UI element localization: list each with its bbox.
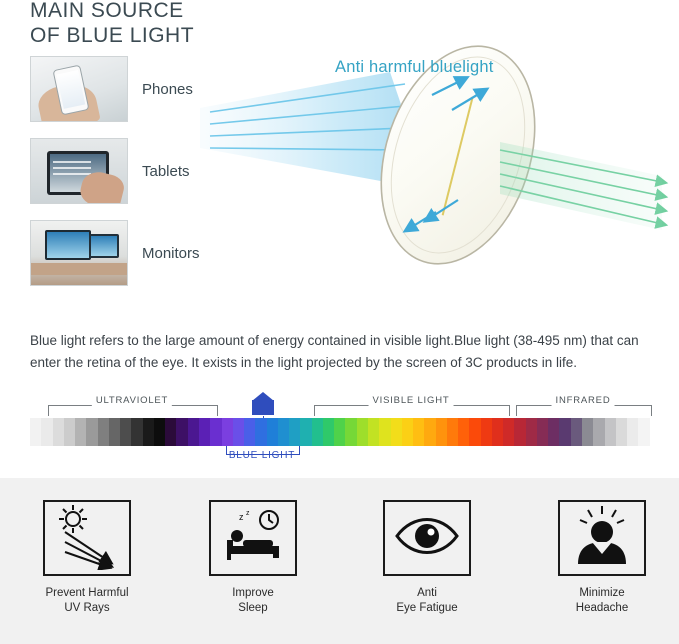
- spectrum-band: [627, 418, 638, 446]
- benefit-caption-line1: Prevent Harmful: [45, 587, 129, 599]
- spectrum-band: [368, 418, 379, 446]
- spectrum-band: [458, 418, 469, 446]
- spectrum-band: [391, 418, 402, 446]
- range-label-infrared: INFRARED: [552, 395, 615, 406]
- benefit-caption: [352, 586, 502, 616]
- spectrum-band: [165, 418, 176, 446]
- spectrum-band: [255, 418, 266, 446]
- list-item: [30, 138, 200, 204]
- spectrum-band: [605, 418, 616, 446]
- spectrum-band: [447, 418, 458, 446]
- spectrum-band: [312, 418, 323, 446]
- spectrum-band: [492, 418, 503, 446]
- monitor-photo-icon: [30, 220, 128, 286]
- spectrum-band: [98, 418, 109, 446]
- spectrum-band: [176, 418, 187, 446]
- spectrum-band: [379, 418, 390, 446]
- spectrum-band: [424, 418, 435, 446]
- spectrum-band: [357, 418, 368, 446]
- spectrum-band: [526, 418, 537, 446]
- benefit-uv: [12, 500, 162, 616]
- spectrum-band: [559, 418, 570, 446]
- spectrum-band: [222, 418, 233, 446]
- page-title-line2: OF BLUE LIGHT: [30, 24, 195, 47]
- spectrum-band: [233, 418, 244, 446]
- blue-light-label: BLUE LIGHT: [228, 450, 296, 461]
- range-bracket-visible: [314, 405, 510, 416]
- svg-text:z: z: [246, 510, 250, 517]
- spectrum-band: [64, 418, 75, 446]
- description-paragraph: Blue light refers to the large amount of energy contained in visible light.Blue light (38-495 nm) that can enter the retina of the eye. It exists in the light projected by the screen of 3C products in life.: [30, 333, 639, 370]
- benefit-caption: [527, 586, 677, 616]
- benefit-caption-line2: UV Rays: [64, 602, 110, 614]
- spectrum-band: [345, 418, 356, 446]
- tablet-photo-icon: [30, 138, 128, 204]
- spectrum-band: [188, 418, 199, 446]
- sleep-bed-icon: [209, 500, 297, 576]
- spectrum-band: [131, 418, 142, 446]
- spectrum-band: [616, 418, 627, 446]
- spectrum-band: [334, 418, 345, 446]
- range-bracket-ultraviolet: [48, 405, 218, 416]
- blue-light-source-list: [30, 56, 200, 302]
- benefits-section: [0, 478, 679, 644]
- spectrum-band: [120, 418, 131, 446]
- benefit-eye: [352, 500, 502, 616]
- spectrum-band: [481, 418, 492, 446]
- spectrum-band: [53, 418, 64, 446]
- spectrum-band: [300, 418, 311, 446]
- spectrum-band: [582, 418, 593, 446]
- eye-icon: [383, 500, 471, 576]
- spectrum-band: [41, 418, 52, 446]
- spectrum-band: [323, 418, 334, 446]
- spectrum-band: [537, 418, 548, 446]
- spectrum-band: [154, 418, 165, 446]
- benefit-caption: [12, 586, 162, 616]
- benefit-headache: [527, 500, 677, 616]
- benefit-caption-line1: Anti: [417, 587, 437, 599]
- spectrum-bar: [30, 418, 650, 446]
- page-title-line1: MAIN SOURCE: [30, 0, 184, 22]
- range-label-ultraviolet: ULTRAVIOLET: [92, 395, 172, 406]
- spectrum-band: [109, 418, 120, 446]
- benefit-caption-line2: Eye Fatigue: [396, 602, 458, 614]
- phone-photo-icon: [30, 56, 128, 122]
- benefit-caption-line1: Minimize: [579, 587, 625, 599]
- spectrum-band: [548, 418, 559, 446]
- list-item: [30, 56, 200, 122]
- spectrum-band: [514, 418, 525, 446]
- spectrum-band: [413, 418, 424, 446]
- spectrum-band: [469, 418, 480, 446]
- spectrum-band: [267, 418, 278, 446]
- spectrum-band: [638, 418, 649, 446]
- uv-sun-icon: [43, 500, 131, 576]
- lens-illustration: [200, 0, 679, 310]
- svg-text:z: z: [239, 512, 244, 522]
- lens-beam-svg: [200, 0, 679, 310]
- range-label-visible: VISIBLE LIGHT: [369, 395, 454, 406]
- benefit-sleep: [178, 500, 328, 616]
- range-bracket-infrared: [516, 405, 652, 416]
- source-label-monitors: Monitors: [142, 244, 200, 262]
- spectrum-band: [143, 418, 154, 446]
- spectrum-band: [571, 418, 582, 446]
- benefit-caption-line1: Improve: [232, 587, 274, 599]
- spectrum-band: [402, 418, 413, 446]
- spectrum-band: [199, 418, 210, 446]
- spectrum-band: [30, 418, 41, 446]
- spectrum-band: [436, 418, 447, 446]
- source-label-tablets: Tablets: [142, 162, 190, 180]
- headache-icon: [558, 500, 646, 576]
- spectrum-band: [75, 418, 86, 446]
- spectrum-band: [593, 418, 604, 446]
- page-title: [30, 0, 194, 48]
- benefit-caption-line2: Sleep: [238, 602, 268, 614]
- lens-caption: Anti harmful bluelight: [335, 58, 494, 76]
- spectrum-band: [210, 418, 221, 446]
- benefit-caption: [178, 586, 328, 616]
- spectrum-diagram: [30, 394, 650, 464]
- benefit-caption-line2: Headache: [575, 602, 629, 614]
- spectrum-band: [289, 418, 300, 446]
- spectrum-band: [278, 418, 289, 446]
- spectrum-band: [503, 418, 514, 446]
- list-item: [30, 220, 200, 286]
- blue-light-marker-icon: [252, 394, 278, 416]
- top-section: [0, 0, 679, 310]
- spectrum-band: [244, 418, 255, 446]
- source-label-phones: Phones: [142, 80, 193, 98]
- spectrum-band: [86, 418, 97, 446]
